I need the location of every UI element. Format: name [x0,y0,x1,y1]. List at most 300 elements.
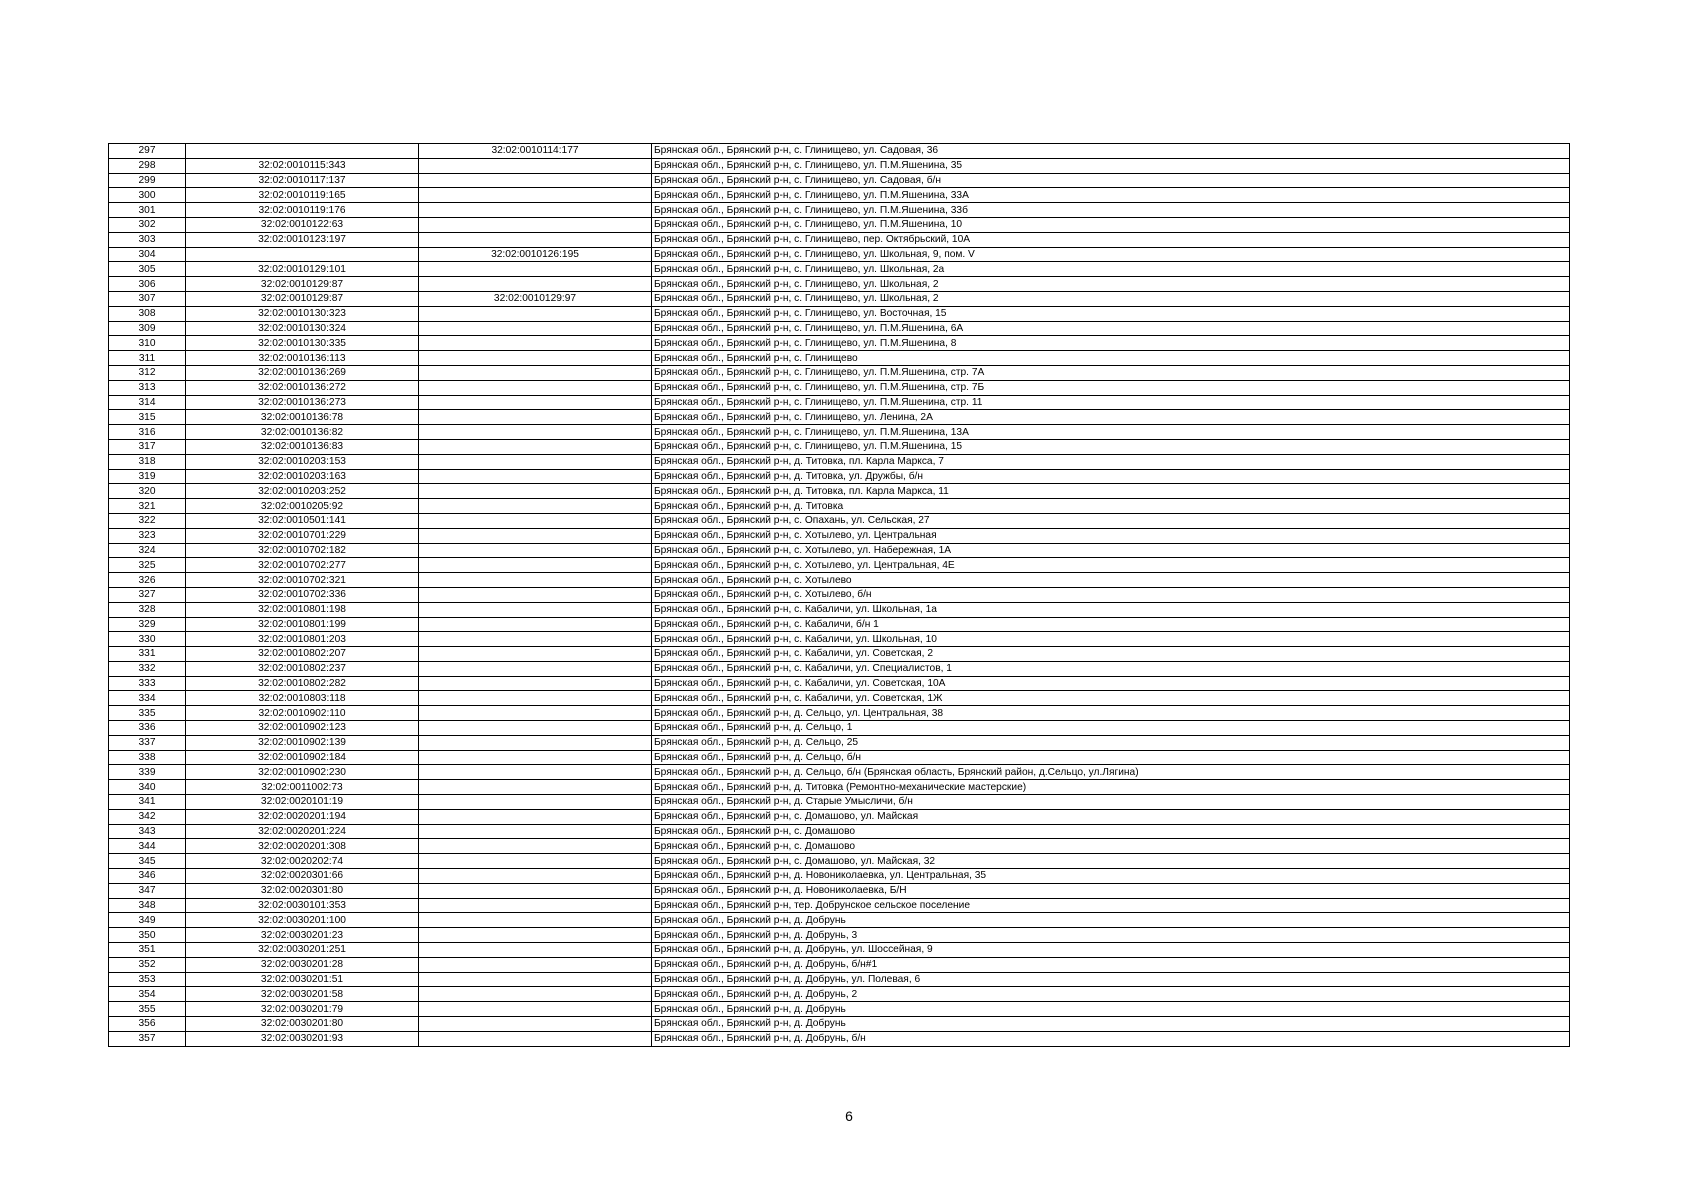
table-row [109,647,1570,662]
table-row [109,735,1570,750]
row-number-cell: 298 [109,158,186,173]
table-row [109,528,1570,543]
address-cell: Брянская обл., Брянский р-н, д. Сельцо, б/н (Брянская область, Брянский район, д.Сельцо, ул.Лягина) [652,765,1570,780]
related-cadastral-number-cell [419,558,652,573]
related-cadastral-number-cell [419,839,652,854]
table-row [109,987,1570,1002]
address-cell: Брянская обл., Брянский р-н, д. Титовка [652,499,1570,514]
cadastral-number-cell: 32:02:0030201:251 [186,943,419,958]
row-number-cell: 353 [109,972,186,987]
related-cadastral-number-cell [419,217,652,232]
related-cadastral-number-cell [419,203,652,218]
row-number-cell: 313 [109,380,186,395]
cadastral-number-cell: 32:02:0010136:272 [186,380,419,395]
related-cadastral-number-cell [419,587,652,602]
cadastral-number-cell: 32:02:0010115:343 [186,158,419,173]
row-number-cell: 347 [109,883,186,898]
address-cell: Брянская обл., Брянский р-н, д. Добрунь, ул. Шоссейная, 9 [652,943,1570,958]
related-cadastral-number-cell [419,765,652,780]
address-cell: Брянская обл., Брянский р-н, с. Домашово, ул. Майская [652,809,1570,824]
address-cell: Брянская обл., Брянский р-н, д. Новониколаевка, ул. Центральная, 35 [652,869,1570,884]
address-cell: Брянская обл., Брянский р-н, д. Сельцо, 1 [652,721,1570,736]
address-cell: Брянская обл., Брянский р-н, д. Титовка, пл. Карла Маркса, 11 [652,484,1570,499]
related-cadastral-number-cell [419,854,652,869]
table-row [109,824,1570,839]
row-number-cell: 305 [109,262,186,277]
row-number-cell: 318 [109,454,186,469]
address-cell: Брянская обл., Брянский р-н, с. Хотылево [652,573,1570,588]
table-row [109,883,1570,898]
related-cadastral-number-cell [419,809,652,824]
cadastral-objects-table [108,143,1570,1047]
cadastral-number-cell: 32:02:0010802:282 [186,676,419,691]
cadastral-number-cell: 32:02:0010119:165 [186,188,419,203]
cadastral-number-cell: 32:02:0010136:269 [186,365,419,380]
row-number-cell: 339 [109,765,186,780]
cadastral-number-cell: 32:02:0030201:80 [186,1017,419,1032]
related-cadastral-number-cell [419,883,652,898]
table-row [109,617,1570,632]
table-row [109,854,1570,869]
table-row [109,513,1570,528]
cadastral-number-cell: 32:02:0020201:224 [186,824,419,839]
cadastral-number-cell: 32:02:0010501:141 [186,513,419,528]
cadastral-number-cell: 32:02:0030101:353 [186,898,419,913]
related-cadastral-number-cell [419,395,652,410]
related-cadastral-number-cell [419,957,652,972]
row-number-cell: 332 [109,661,186,676]
related-cadastral-number-cell [419,454,652,469]
address-cell: Брянская обл., Брянский р-н, с. Глинищево, ул. Ленина, 2А [652,410,1570,425]
related-cadastral-number-cell [419,602,652,617]
related-cadastral-number-cell [419,928,652,943]
cadastral-number-cell: 32:02:0010203:252 [186,484,419,499]
address-cell: Брянская обл., Брянский р-н, с. Глинищево, ул. П.М.Яшенина, 35 [652,158,1570,173]
related-cadastral-number-cell [419,543,652,558]
row-number-cell: 321 [109,499,186,514]
cadastral-number-cell: 32:02:0010203:163 [186,469,419,484]
row-number-cell: 316 [109,425,186,440]
related-cadastral-number-cell [419,158,652,173]
row-number-cell: 299 [109,173,186,188]
table-row [109,543,1570,558]
address-cell: Брянская обл., Брянский р-н, с. Кабаличи, ул. Школьная, 1а [652,602,1570,617]
address-cell: Брянская обл., Брянский р-н, д. Добрунь, б/н [652,1031,1570,1046]
address-cell: Брянская обл., Брянский р-н, д. Сельцо, ул. Центральная, 38 [652,706,1570,721]
related-cadastral-number-cell: 32:02:0010114:177 [419,144,652,159]
address-cell: Брянская обл., Брянский р-н, с. Кабаличи, б/н 1 [652,617,1570,632]
row-number-cell: 348 [109,898,186,913]
row-number-cell: 351 [109,943,186,958]
related-cadastral-number-cell [419,232,652,247]
row-number-cell: 312 [109,365,186,380]
related-cadastral-number-cell [419,439,652,454]
row-number-cell: 310 [109,336,186,351]
related-cadastral-number-cell [419,351,652,366]
related-cadastral-number-cell [419,869,652,884]
table-row [109,484,1570,499]
table-body [109,144,1570,1047]
row-number-cell: 346 [109,869,186,884]
address-cell: Брянская обл., Брянский р-н, тер. Добрунское сельское поселение [652,898,1570,913]
related-cadastral-number-cell [419,647,652,662]
row-number-cell: 320 [109,484,186,499]
related-cadastral-number-cell [419,721,652,736]
cadastral-number-cell: 32:02:0010129:87 [186,291,419,306]
cadastral-number-cell: 32:02:0010702:336 [186,587,419,602]
address-cell: Брянская обл., Брянский р-н, с. Опахань, ул. Сельская, 27 [652,513,1570,528]
page-number: 6 [845,1108,853,1124]
cadastral-number-cell: 32:02:0010801:198 [186,602,419,617]
cadastral-number-cell: 32:02:0010802:237 [186,661,419,676]
table-row [109,869,1570,884]
address-cell: Брянская обл., Брянский р-н, с. Хотылево, ул. Центральная [652,528,1570,543]
table-row [109,765,1570,780]
table-row [109,203,1570,218]
cadastral-number-cell: 32:02:0020101:19 [186,795,419,810]
cadastral-number-cell: 32:02:0010801:203 [186,632,419,647]
cadastral-number-cell: 32:02:0030201:58 [186,987,419,1002]
address-cell: Брянская обл., Брянский р-н, д. Сельцо, б/н [652,750,1570,765]
table-row [109,306,1570,321]
cadastral-number-cell: 32:02:0020201:308 [186,839,419,854]
address-cell: Брянская обл., Брянский р-н, с. Кабаличи, ул. Советская, 10А [652,676,1570,691]
cadastral-number-cell: 32:02:0010902:139 [186,735,419,750]
cadastral-number-cell: 32:02:0010117:137 [186,173,419,188]
table-row [109,780,1570,795]
table-row [109,632,1570,647]
table-row [109,809,1570,824]
row-number-cell: 319 [109,469,186,484]
cadastral-number-cell [186,144,419,159]
table-row [109,499,1570,514]
related-cadastral-number-cell [419,262,652,277]
related-cadastral-number-cell: 32:02:0010126:195 [419,247,652,262]
table-row [109,380,1570,395]
row-number-cell: 331 [109,647,186,662]
related-cadastral-number-cell [419,691,652,706]
cadastral-number-cell: 32:02:0030201:93 [186,1031,419,1046]
address-cell: Брянская обл., Брянский р-н, с. Глинищево, ул. Школьная, 9, пом. V [652,247,1570,262]
row-number-cell: 308 [109,306,186,321]
address-cell: Брянская обл., Брянский р-н, д. Старые Умысличи, б/н [652,795,1570,810]
table-row [109,957,1570,972]
cadastral-number-cell: 32:02:0030201:28 [186,957,419,972]
row-number-cell: 356 [109,1017,186,1032]
row-number-cell: 337 [109,735,186,750]
related-cadastral-number-cell [419,365,652,380]
address-cell: Брянская обл., Брянский р-н, д. Добрунь [652,913,1570,928]
address-cell: Брянская обл., Брянский р-н, с. Глинищево, ул. Садовая, 36 [652,144,1570,159]
row-number-cell: 335 [109,706,186,721]
row-number-cell: 350 [109,928,186,943]
address-cell: Брянская обл., Брянский р-н, с. Глинищево, ул. П.М.Яшенина, 8 [652,336,1570,351]
address-cell: Брянская обл., Брянский р-н, с. Домашово [652,824,1570,839]
address-cell: Брянская обл., Брянский р-н, с. Глинищево, ул. П.М.Яшенина, 33А [652,188,1570,203]
table-row [109,795,1570,810]
cadastral-number-cell: 32:02:0010902:230 [186,765,419,780]
cadastral-number-cell: 32:02:0020202:74 [186,854,419,869]
related-cadastral-number-cell [419,469,652,484]
row-number-cell: 315 [109,410,186,425]
row-number-cell: 322 [109,513,186,528]
table-row [109,558,1570,573]
related-cadastral-number-cell [419,661,652,676]
row-number-cell: 349 [109,913,186,928]
table-row [109,247,1570,262]
table-row [109,232,1570,247]
related-cadastral-number-cell [419,380,652,395]
address-cell: Брянская обл., Брянский р-н, с. Глинищево, ул. П.М.Яшенина, стр. 7Б [652,380,1570,395]
related-cadastral-number-cell [419,513,652,528]
address-cell: Брянская обл., Брянский р-н, с. Глинищево, ул. Школьная, 2 [652,291,1570,306]
related-cadastral-number-cell [419,617,652,632]
row-number-cell: 330 [109,632,186,647]
row-number-cell: 303 [109,232,186,247]
address-cell: Брянская обл., Брянский р-н, с. Глинищево, ул. Восточная, 15 [652,306,1570,321]
row-number-cell: 345 [109,854,186,869]
cadastral-number-cell: 32:02:0020301:80 [186,883,419,898]
related-cadastral-number-cell [419,795,652,810]
cadastral-number-cell: 32:02:0030201:51 [186,972,419,987]
address-cell: Брянская обл., Брянский р-н, с. Глинищево, пер. Октябрьский, 10А [652,232,1570,247]
related-cadastral-number-cell: 32:02:0010129:97 [419,291,652,306]
address-cell: Брянская обл., Брянский р-н, д. Добрунь, 3 [652,928,1570,943]
address-cell: Брянская обл., Брянский р-н, с. Глинищево, ул. П.М.Яшенина, 10 [652,217,1570,232]
address-cell: Брянская обл., Брянский р-н, с. Домашово, ул. Майская, 32 [652,854,1570,869]
related-cadastral-number-cell [419,173,652,188]
table-row [109,217,1570,232]
related-cadastral-number-cell [419,336,652,351]
related-cadastral-number-cell [419,898,652,913]
address-cell: Брянская обл., Брянский р-н, с. Глинищево, ул. Садовая, б/н [652,173,1570,188]
row-number-cell: 327 [109,587,186,602]
cadastral-number-cell: 32:02:0010130:323 [186,306,419,321]
cadastral-number-cell: 32:02:0010902:123 [186,721,419,736]
related-cadastral-number-cell [419,824,652,839]
cadastral-number-cell: 32:02:0010122:63 [186,217,419,232]
row-number-cell: 340 [109,780,186,795]
table-row [109,454,1570,469]
cadastral-number-cell: 32:02:0010130:335 [186,336,419,351]
address-cell: Брянская обл., Брянский р-н, с. Домашово [652,839,1570,854]
related-cadastral-number-cell [419,573,652,588]
address-cell: Брянская обл., Брянский р-н, д. Добрунь, ул. Полевая, 6 [652,972,1570,987]
related-cadastral-number-cell [419,1002,652,1017]
cadastral-number-cell: 32:02:0020301:66 [186,869,419,884]
table-row [109,425,1570,440]
cadastral-number-cell: 32:02:0010902:184 [186,750,419,765]
table-row [109,469,1570,484]
cadastral-number-cell: 32:02:0010136:83 [186,439,419,454]
table-row [109,839,1570,854]
cadastral-number-cell: 32:02:0010129:87 [186,277,419,292]
cadastral-number-cell: 32:02:0020201:194 [186,809,419,824]
table-row [109,395,1570,410]
table-row [109,898,1570,913]
table-row [109,439,1570,454]
cadastral-number-cell: 32:02:0011002:73 [186,780,419,795]
table-row [109,262,1570,277]
row-number-cell: 342 [109,809,186,824]
cadastral-number-cell: 32:02:0010136:273 [186,395,419,410]
related-cadastral-number-cell [419,277,652,292]
related-cadastral-number-cell [419,1031,652,1046]
table-row [109,188,1570,203]
table-row [109,1017,1570,1032]
table-row [109,913,1570,928]
row-number-cell: 306 [109,277,186,292]
table-row [109,573,1570,588]
address-cell: Брянская обл., Брянский р-н, с. Кабаличи, ул. Специалистов, 1 [652,661,1570,676]
table-row [109,750,1570,765]
related-cadastral-number-cell [419,306,652,321]
cadastral-number-cell: 32:02:0010129:101 [186,262,419,277]
table-row [109,351,1570,366]
table-row [109,721,1570,736]
row-number-cell: 309 [109,321,186,336]
row-number-cell: 324 [109,543,186,558]
row-number-cell: 357 [109,1031,186,1046]
cadastral-number-cell: 32:02:0010205:92 [186,499,419,514]
row-number-cell: 317 [109,439,186,454]
related-cadastral-number-cell [419,913,652,928]
row-number-cell: 341 [109,795,186,810]
related-cadastral-number-cell [419,676,652,691]
row-number-cell: 311 [109,351,186,366]
address-cell: Брянская обл., Брянский р-н, с. Глинищево, ул. П.М.Яшенина, 33б [652,203,1570,218]
table-row [109,173,1570,188]
address-cell: Брянская обл., Брянский р-н, с. Глинищево, ул. П.М.Яшенина, стр. 11 [652,395,1570,410]
table-row [109,691,1570,706]
table-row [109,336,1570,351]
related-cadastral-number-cell [419,499,652,514]
row-number-cell: 301 [109,203,186,218]
table-row [109,661,1570,676]
cadastral-number-cell: 32:02:0010702:277 [186,558,419,573]
row-number-cell: 352 [109,957,186,972]
address-cell: Брянская обл., Брянский р-н, д. Сельцо, 25 [652,735,1570,750]
row-number-cell: 307 [109,291,186,306]
table-row [109,587,1570,602]
address-cell: Брянская обл., Брянский р-н, д. Добрунь, 2 [652,987,1570,1002]
address-cell: Брянская обл., Брянский р-н, д. Титовка, ул. Дружбы, б/н [652,469,1570,484]
row-number-cell: 343 [109,824,186,839]
row-number-cell: 297 [109,144,186,159]
address-cell: Брянская обл., Брянский р-н, д. Новониколаевка, Б/Н [652,883,1570,898]
address-cell: Брянская обл., Брянский р-н, д. Титовка (Ремонтно-механические мастерские) [652,780,1570,795]
row-number-cell: 328 [109,602,186,617]
table-row [109,158,1570,173]
cadastral-number-cell: 32:02:0010702:182 [186,543,419,558]
related-cadastral-number-cell [419,425,652,440]
cadastral-number-cell: 32:02:0010136:82 [186,425,419,440]
table-row [109,1031,1570,1046]
address-cell: Брянская обл., Брянский р-н, с. Хотылево, ул. Набережная, 1А [652,543,1570,558]
table-row [109,277,1570,292]
row-number-cell: 344 [109,839,186,854]
cadastral-number-cell: 32:02:0010203:153 [186,454,419,469]
row-number-cell: 304 [109,247,186,262]
cadastral-number-cell: 32:02:0030201:79 [186,1002,419,1017]
cadastral-number-cell: 32:02:0010130:324 [186,321,419,336]
row-number-cell: 329 [109,617,186,632]
row-number-cell: 323 [109,528,186,543]
related-cadastral-number-cell [419,1017,652,1032]
row-number-cell: 355 [109,1002,186,1017]
table-row [109,706,1570,721]
table-row [109,291,1570,306]
row-number-cell: 314 [109,395,186,410]
address-cell: Брянская обл., Брянский р-н, д. Титовка, пл. Карла Маркса, 7 [652,454,1570,469]
row-number-cell: 354 [109,987,186,1002]
cadastral-number-cell: 32:02:0010119:176 [186,203,419,218]
related-cadastral-number-cell [419,321,652,336]
cadastral-number-cell: 32:02:0010136:113 [186,351,419,366]
cadastral-number-cell: 32:02:0010902:110 [186,706,419,721]
related-cadastral-number-cell [419,188,652,203]
address-cell: Брянская обл., Брянский р-н, с. Глинищево, ул. Школьная, 2 [652,277,1570,292]
row-number-cell: 325 [109,558,186,573]
cadastral-number-cell: 32:02:0010701:229 [186,528,419,543]
related-cadastral-number-cell [419,528,652,543]
cadastral-number-cell: 32:02:0010123:197 [186,232,419,247]
row-number-cell: 333 [109,676,186,691]
related-cadastral-number-cell [419,987,652,1002]
table-row [109,676,1570,691]
related-cadastral-number-cell [419,484,652,499]
table-row [109,365,1570,380]
table-row [109,1002,1570,1017]
address-cell: Брянская обл., Брянский р-н, с. Кабаличи, ул. Советская, 1Ж [652,691,1570,706]
table-row [109,144,1570,159]
row-number-cell: 300 [109,188,186,203]
cadastral-number-cell: 32:02:0030201:23 [186,928,419,943]
table-row [109,321,1570,336]
cadastral-number-cell: 32:02:0010803:118 [186,691,419,706]
address-cell: Брянская обл., Брянский р-н, д. Добрунь [652,1002,1570,1017]
row-number-cell: 338 [109,750,186,765]
row-number-cell: 336 [109,721,186,736]
related-cadastral-number-cell [419,750,652,765]
cadastral-number-cell: 32:02:0010702:321 [186,573,419,588]
related-cadastral-number-cell [419,943,652,958]
related-cadastral-number-cell [419,972,652,987]
cadastral-number-cell: 32:02:0030201:100 [186,913,419,928]
address-cell: Брянская обл., Брянский р-н, с. Глинищево, ул. Школьная, 2а [652,262,1570,277]
table-row [109,602,1570,617]
related-cadastral-number-cell [419,780,652,795]
address-cell: Брянская обл., Брянский р-н, с. Глинищево, ул. П.М.Яшенина, 6А [652,321,1570,336]
address-cell: Брянская обл., Брянский р-н, с. Глинищево, ул. П.М.Яшенина, 15 [652,439,1570,454]
row-number-cell: 302 [109,217,186,232]
cadastral-number-cell: 32:02:0010802:207 [186,647,419,662]
address-cell: Брянская обл., Брянский р-н, с. Глинищево, ул. П.М.Яшенина, стр. 7А [652,365,1570,380]
cadastral-number-cell [186,247,419,262]
table-row [109,972,1570,987]
related-cadastral-number-cell [419,706,652,721]
table-row [109,928,1570,943]
cadastral-number-cell: 32:02:0010801:199 [186,617,419,632]
related-cadastral-number-cell [419,410,652,425]
related-cadastral-number-cell [419,632,652,647]
address-cell: Брянская обл., Брянский р-н, д. Добрунь [652,1017,1570,1032]
address-cell: Брянская обл., Брянский р-н, с. Хотылево, ул. Центральная, 4Е [652,558,1570,573]
address-cell: Брянская обл., Брянский р-н, с. Хотылево, б/н [652,587,1570,602]
address-cell: Брянская обл., Брянский р-н, с. Глинищево, ул. П.М.Яшенина, 13А [652,425,1570,440]
address-cell: Брянская обл., Брянский р-н, д. Добрунь, б/н#1 [652,957,1570,972]
address-cell: Брянская обл., Брянский р-н, с. Кабаличи, ул. Школьная, 10 [652,632,1570,647]
